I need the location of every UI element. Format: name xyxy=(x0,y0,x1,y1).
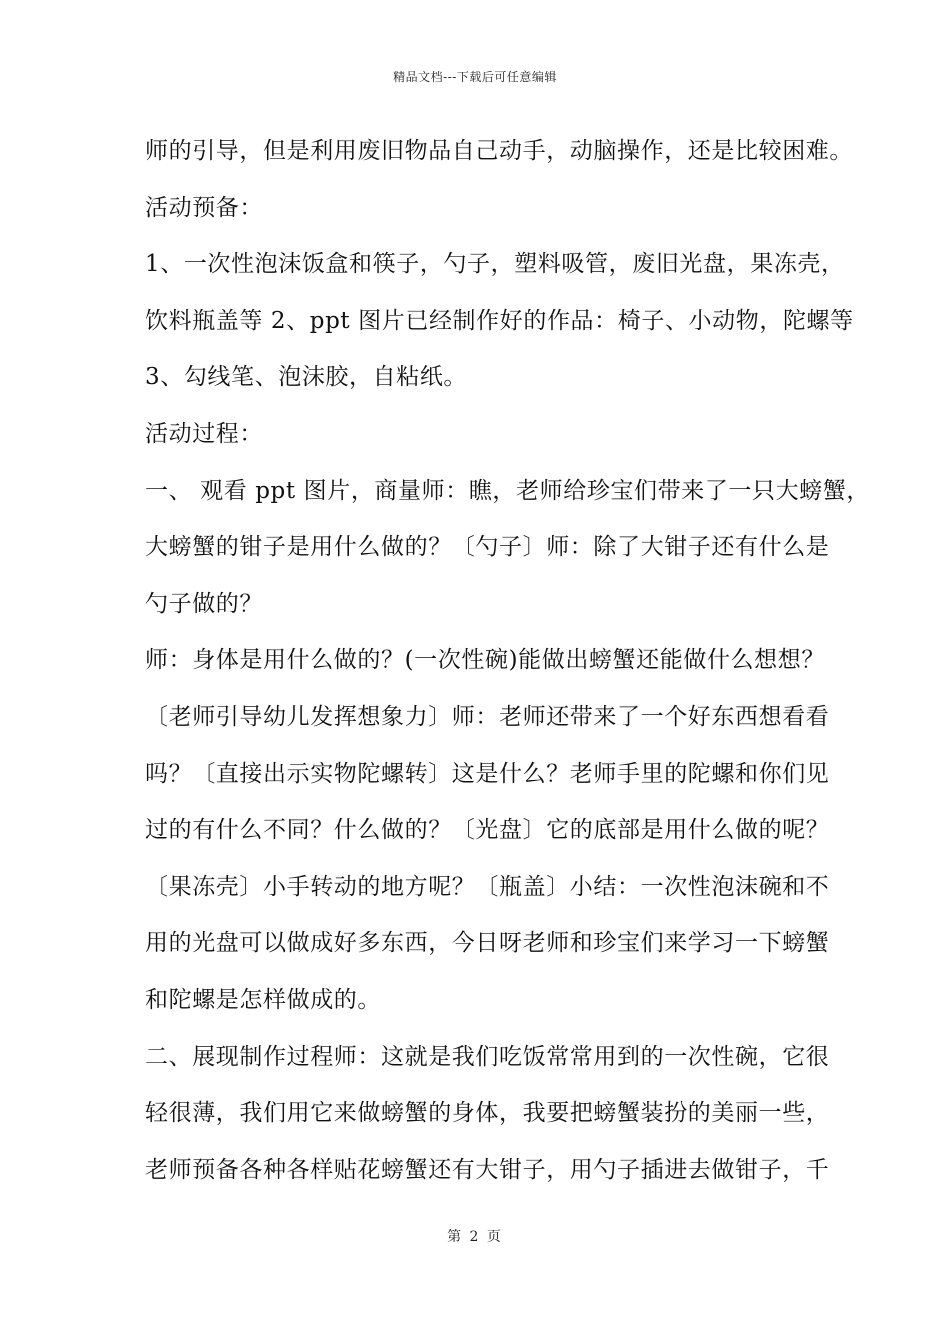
page-number: 第 2 页 xyxy=(447,1229,503,1245)
text-line: 活动过程： xyxy=(145,420,263,447)
text-line: 二、展现制作过程师：这就是我们吃饭常常用到的一次性碗，它很 xyxy=(145,1043,830,1070)
text-line: 1、一次性泡沫饭盒和筷子，勺子，塑料吸管，废旧光盘，果冻壳， xyxy=(145,251,845,278)
text-line: 和陀螺是怎样做成的。 xyxy=(145,986,381,1013)
text-line: 师的引导，但是利用废旧物品自己动手，动脑操作，还是比较困难。 xyxy=(145,138,853,164)
text-line: 〔果冻壳〕小手转动的地方呢？〔瓶盖〕小结：一次性泡沫碗和不 xyxy=(145,873,830,900)
text-line: 师：身体是用什么做的？(一次性碗)能做出螃蟹还能做什么想想？ xyxy=(145,647,825,674)
text-line: 勺子做的？ xyxy=(145,590,263,617)
page-header: 精品文档---下载后可任意编辑 xyxy=(393,70,557,84)
text-line: 活动预备： xyxy=(145,194,263,221)
text-line: 一、 观看 ppt 图片，商量师：瞧，老师给珍宝们带来了一只大螃蟹， xyxy=(145,477,871,504)
text-line: 用的光盘可以做成好多东西，今日呀老师和珍宝们来学习一下螃蟹 xyxy=(145,930,830,957)
text-line: 〔老师引导幼儿发挥想象力〕师：老师还带来了一个好东西想看看 xyxy=(145,703,830,730)
text-line: 轻很薄，我们用它来做螃蟹的身体，我要把螃蟹装扮的美丽一些， xyxy=(145,1100,830,1127)
text-line: 饮料瓶盖等 2、ppt 图片已经制作好的作品：椅子、小动物，陀螺等 xyxy=(145,307,854,334)
text-line: 大螃蟹的钳子是用什么做的？〔勺子〕师：除了大钳子还有什么是 xyxy=(145,534,830,561)
text-line: 过的有什么不同？什么做的？〔光盘〕它的底部是用什么做的呢？ xyxy=(145,817,830,844)
text-line: 3、勾线笔、泡沫胶，自粘纸。 xyxy=(145,364,468,391)
document-body xyxy=(145,130,871,1205)
text-line: 老师预备各种各样贴花螃蟹还有大钳子，用勺子插进去做钳子，千 xyxy=(145,1156,830,1183)
text-line: 吗？〔直接出示实物陀螺转〕这是什么？老师手里的陀螺和你们见 xyxy=(145,760,830,787)
